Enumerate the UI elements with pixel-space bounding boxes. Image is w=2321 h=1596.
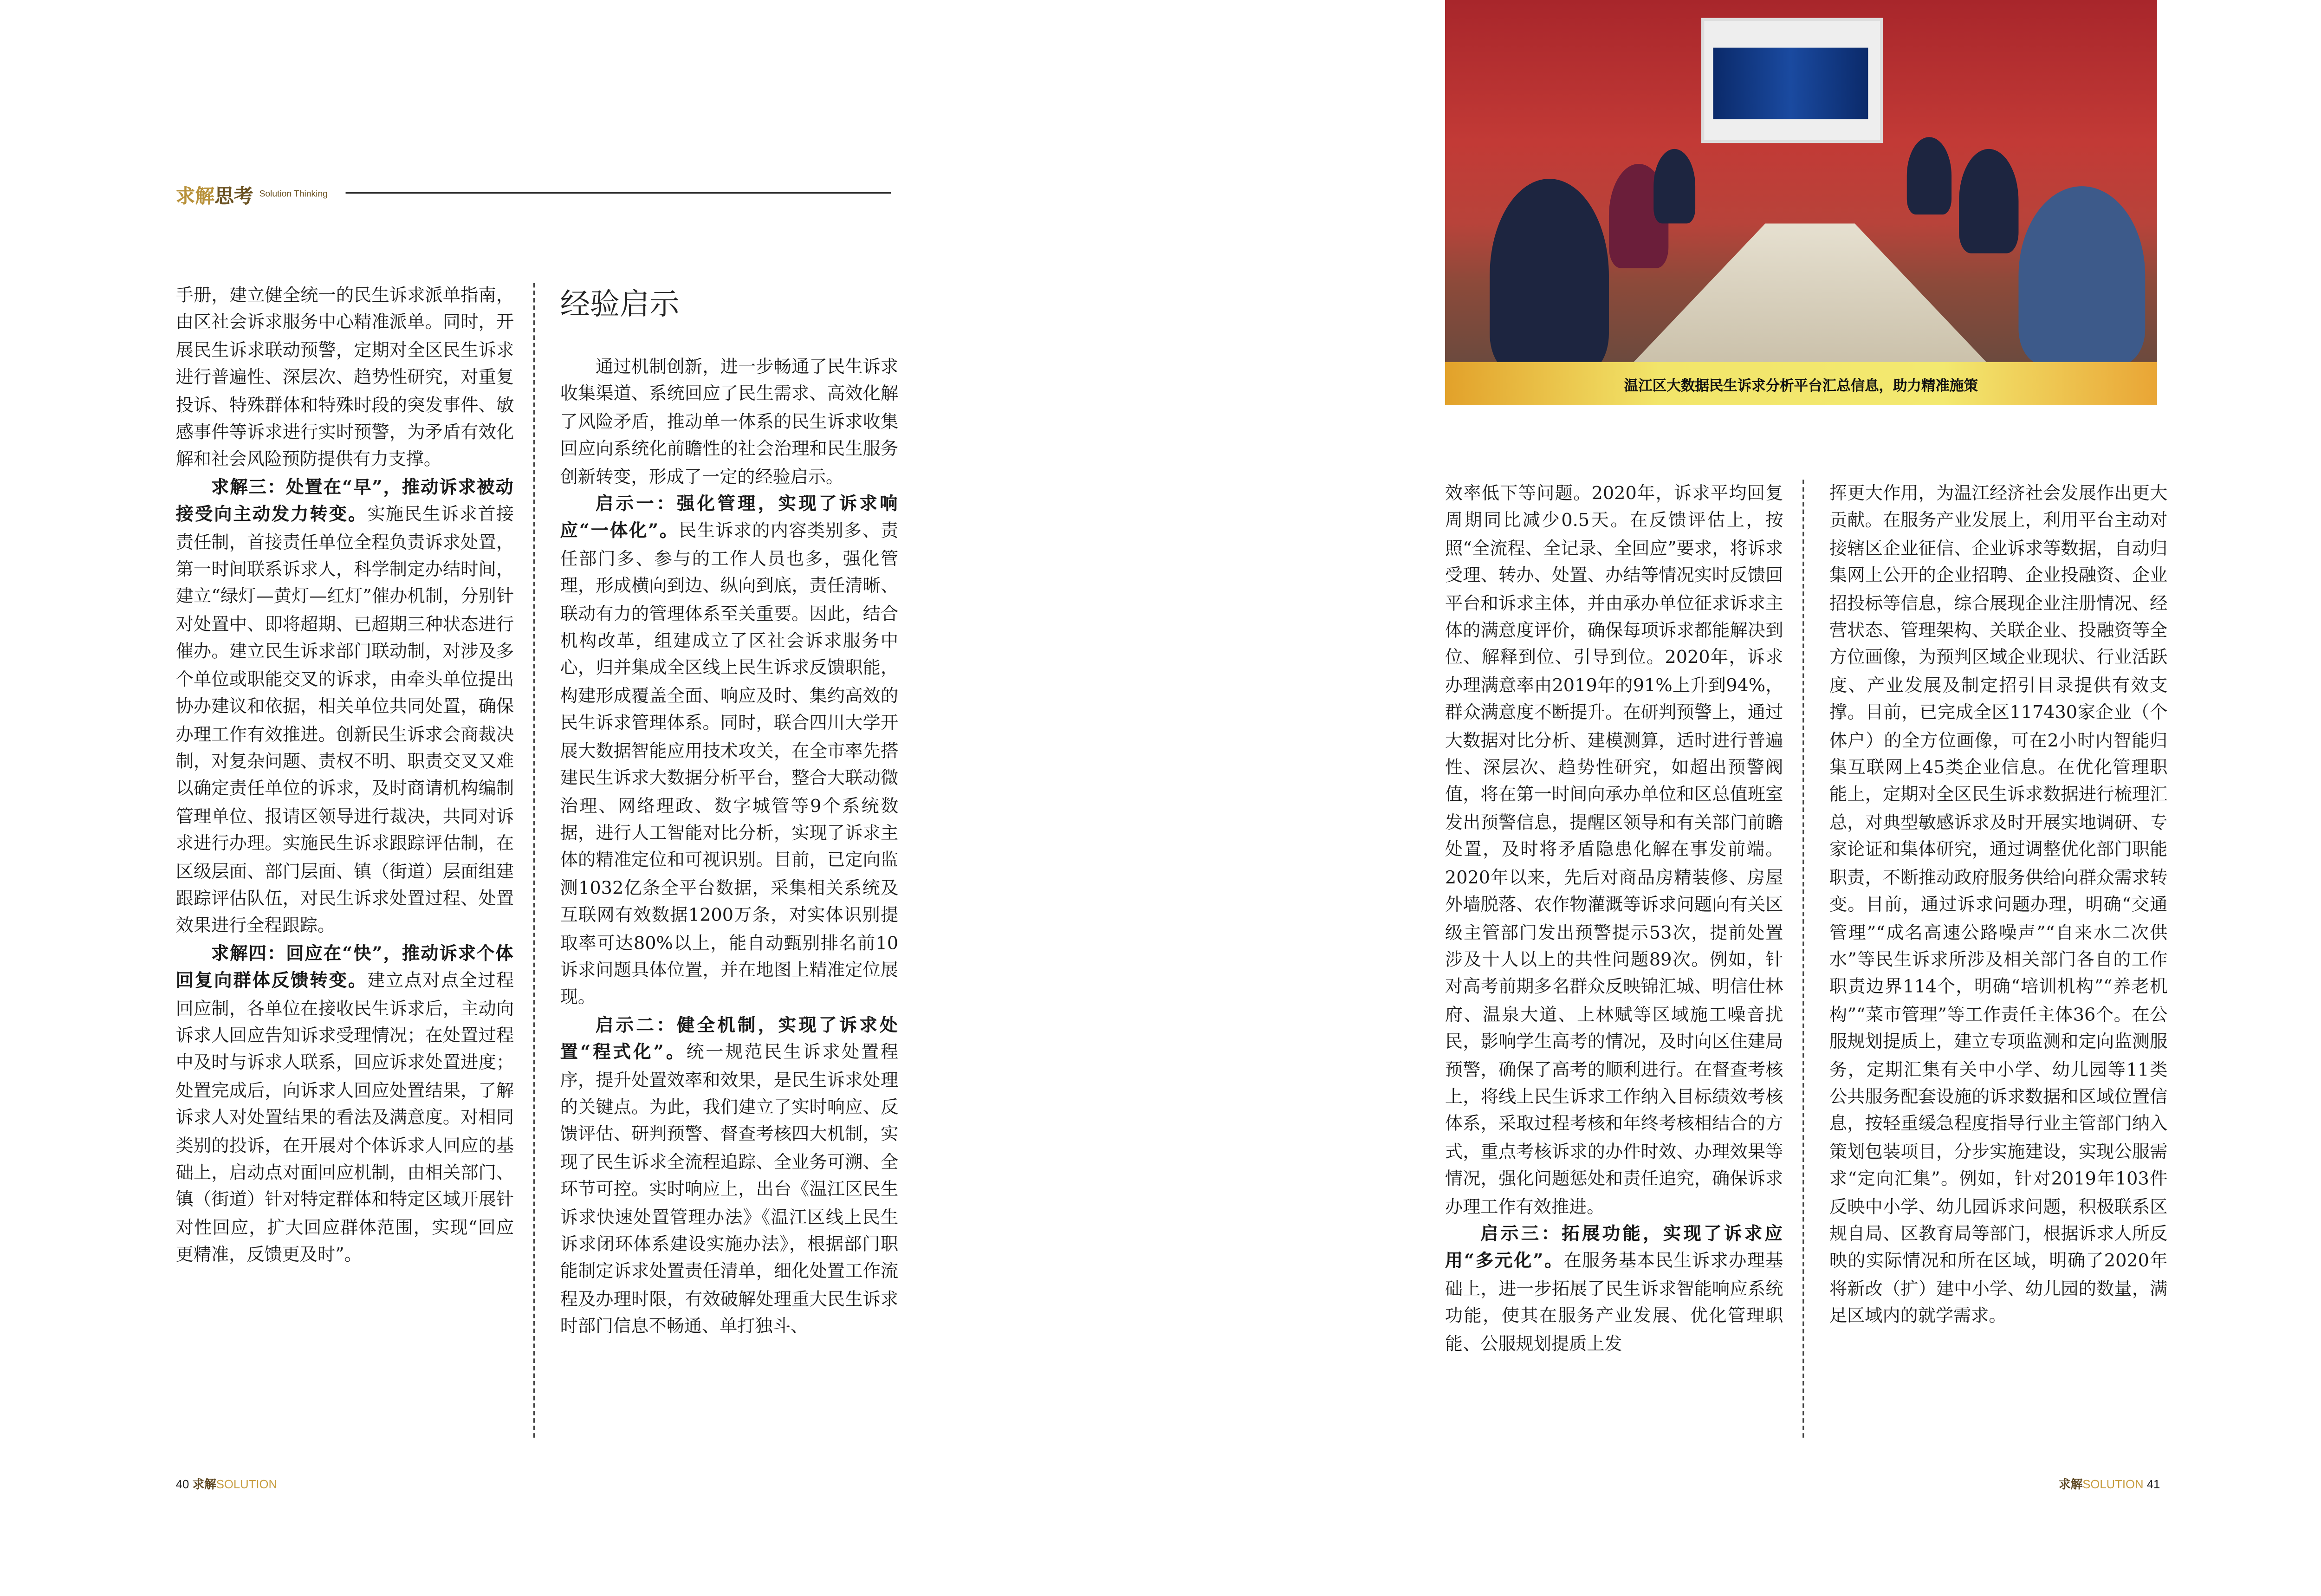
column-divider	[533, 283, 535, 1438]
subheading: 求解三：处置在“早”，推动诉求被动接受向主动发力转变。	[175, 476, 514, 525]
paragraph	[560, 490, 898, 1011]
section-title-part2: 思考	[214, 186, 253, 209]
page-number: 41	[2146, 1478, 2160, 1492]
magazine-name-en: SOLUTION	[2082, 1478, 2144, 1492]
subheading: 启示一：强化管理，实现了诉求响应“一体化”。	[560, 493, 899, 542]
paragraph-text: 在服务基本民生诉求办理基础上，进一步拓展了民生诉求智能响应系统功能，使其在服务产业发展、优化管理职能、公服规划提质上发	[1445, 1250, 1783, 1354]
column-4	[1829, 480, 2167, 1330]
paragraph-text: 建立点对点全过程回应制，各单位在接收民生诉求后，主动向诉求人回应告知诉求受理情况；在处置过程中及时与诉求人联系，回应诉求处置进度；处置完成后，向诉求人回应处置结果，了解诉求人对处置结果的看法及满意度。对相同类别的投诉，在开展对个体诉求人回应的基础上，启动点对面回应机制，由相关部门、镇（街道）针对特定群体和特定区域开展针对性回应，扩大回应群体范围，实现“回应更精准，反馈更及时”。	[175, 970, 514, 1265]
subheading: 求解四：回应在“快”，推动诉求个体回复向群体反馈转变。	[175, 942, 514, 991]
footer-left	[176, 1476, 277, 1492]
person	[1959, 149, 2018, 253]
paragraph: 通过机制创新，进一步畅通了民生诉求收集渠道、系统回应了民生需求、高效化解了风险矛盾，推动单一体系的民生诉求收集回应向系统化前瞻性的社会治理和民生服务创新转变，形成了一定的经验启示。	[560, 356, 899, 487]
paragraph-text: 统一规范民生诉求处置程序，提升处置效率和效果，是民生诉求处理的关键点。为此，我们建立了实时响应、反馈评估、研判预警、督查考核四大机制，实现了民生诉求全流程追踪、全业务可溯、全环节可控。实时响应上，出台《温江区民生诉求快速处置管理办法》《温江区线上民生诉求闭环体系建设实施办法》，根据部门职能制定诉求处置责任清单，细化处置工作流程及办理时限，有效破解处理重大民生诉求时部门信息不畅通、单打独斗、	[560, 1041, 899, 1337]
magazine-name-cn: 求解	[2058, 1478, 2083, 1492]
paragraph: 效率低下等问题。2020年，诉求平均回复周期同比减少0.5天。在反馈评估上，按照“全流程、全记录、全回应”要求，将诉求受理、转办、处置、办结等情况实时反馈回平台和诉求主体，并由承办单位征求诉求主体的满意度评价，确保每项诉求都能解决到位、解释到位、引导到位。2020年，诉求办理满意率由2019年的91%上升到94%，群众满意度不断提升。在研判预警上，通过大数据对比分析、建模测算，适时进行普遍性、深层次、趋势性研究，如超出预警阀值，将在第一时间向承办单位和区总值班室发出预警信息，提醒区领导和有关部门前瞻处置，及时将矛盾隐患化解在事发前端。2020年以来，先后对商品房精装修、房屋外墙脱落、农作物灌溉等诉求问题向有关区级主管部门发出预警提示53次，提前处置涉及十人以上的共性问题89次。例如，针对高考前期多名群众反映锦汇城、明信仕林府、温泉大道、上林赋等区域施工噪音扰民，影响学生高考的情况，及时向区住建局预警，确保了高考的顺利进行。在督查考核上，将线上民生诉求工作纳入目标绩效考核体系，采取过程考核和年终考核相结合的方式，重点考核诉求的办件时效、办理效果等情况，强化问题惩处和责任追究，确保诉求办理工作有效推进。	[1445, 482, 1783, 1217]
display-screen	[1701, 18, 1883, 143]
person	[1907, 137, 1951, 214]
paragraph: 挥更大作用，为温江经济社会发展作出更大贡献。在服务产业发展上，利用平台主动对接辖区企业征信、企业诉求等数据，自动归集网上公开的企业招聘、企业投融资、企业招投标等信息，综合展现企业注册情况、经营状态、管理架构、关联企业、投融资等全方位画像，为预判区域企业现状、行业活跃度、产业发展及制定招引目录提供有效支撑。目前，已完成全区117430家企业（个体户）的全方位画像，可在2小时内智能归集互联网上45类企业信息。在优化管理职能上，定期对全区民生诉求数据进行梳理汇总，对典型敏感诉求及时开展实地调研、专家论证和集体研究，通过调整优化部门职能职责，不断推动政府服务供给向群众需求转变。目前，通过诉求问题办理，明确“交通管理”“成名高速公路噪声”“自来水二次供水”等民生诉求所涉及相关部门各自的工作职责边界114个，明确“培训机构”“养老机构”“菜市管理”等工作责任主体36个。在公服规划提质上，建立专项监测和定向监测服务，定期汇集有关中小学、幼儿园等11类公共服务配套设施的诉求数据和区域位置信息，按轻重缓急程度指导行业主管部门纳入策划包装项目，分步实施建设，实现公服需求“定向汇集”。例如，针对2019年103件反映中小学、幼儿园诉求问题，积极联系区规自局、区教育局等部门，根据诉求人所反映的实际情况和所在区域，明确了2020年将新改（扩）建中小学、幼儿园的数量，满足区域内的就学需求。	[1829, 482, 2168, 1326]
section-title-part1: 求解	[175, 186, 215, 209]
column-1	[176, 282, 514, 1269]
photo-caption: 温江区大数据民生诉求分析平台汇总信息，助力精准施策	[1445, 362, 2157, 405]
magazine-name-en: SOLUTION	[216, 1478, 278, 1492]
paragraph	[176, 474, 514, 940]
page-number: 40	[175, 1478, 189, 1492]
paragraph	[176, 940, 514, 1269]
subheading: 启示三：拓展功能，实现了诉求应用“多元化”。	[1445, 1223, 1783, 1272]
section-heading: 经验启示	[560, 286, 680, 322]
subheading: 启示二：健全机制，实现了诉求处置“程式化”。	[560, 1014, 899, 1063]
paragraph-text: 民生诉求的内容类别多、责任部门多、参与的工作人员也多，强化管理，形成横向到边、纵向到底，责任清晰、联动有力的管理体系至关重要。因此，结合机构改革，组建成立了区社会诉求服务中心，归并集成全区线上民生诉求反馈职能，构建形成覆盖全面、响应及时、集约高效的民生诉求管理体系。同时，联合四川大学开展大数据智能应用技术攻关，在全市率先搭建民生诉求大数据分析平台，整合大联动微治理、网络理政、数字城管等9个系统数据，进行人工智能对比分析，实现了诉求主体的精准定位和可视识别。目前，已定向监测1032亿条全平台数据，采集相关系统及互联网有效数据1200万条，对实体识别提取率可达80%以上，能自动甄别排名前10诉求问题具体位置，并在地图上精准定位展现。	[560, 520, 899, 1008]
paragraph-text: 实施民生诉求首接责任制，首接责任单位全程负责诉求处置，第一时间联系诉求人，科学制定办结时间，建立“绿灯—黄灯—红灯”催办机制，分别针对处置中、即将超期、已超期三种状态进行催办。建立民生诉求部门联动制，对涉及多个单位或职能交叉的诉求，由牵头单位提出协办建议和依据，相关单位共同处置，确保办理工作有效推进。创新民生诉求会商裁决制，对复杂问题、责权不明、职责交叉又难以确定责任单位的诉求，及时商请机构编制管理单位、报请区领导进行裁决，共同对诉求进行办理。实施民生诉求跟踪评估制，在区级层面、部门层面、镇（街道）层面组建跟踪评估队伍，对民生诉求处置过程、处置效果进行全程跟踪。	[175, 504, 514, 936]
paragraph	[1445, 1220, 1783, 1357]
magazine-name-cn: 求解	[192, 1478, 216, 1492]
paragraph: 手册，建立健全统一的民生诉求派单指南，由区社会诉求服务中心精准派单。同时，开展民生诉求联动预警，定期对全区民生诉求进行普遍性、深层次、趋势性研究，对重复投诉、特殊群体和特殊时段的突发事件、敏感事件等诉求进行实时预警，为矛盾有效化解和社会风险预防提供有力支撑。	[175, 284, 514, 470]
footer-right	[2059, 1476, 2160, 1492]
meeting-photo	[1445, 0, 2157, 405]
person	[1490, 179, 1609, 372]
section-header	[176, 180, 328, 208]
paragraph	[560, 1011, 898, 1340]
column-divider	[1802, 480, 1804, 1438]
section-title-en: Solution Thinking	[259, 190, 328, 199]
person	[1653, 149, 1695, 223]
header-rule	[346, 192, 891, 194]
person	[2018, 186, 2145, 365]
column-2	[560, 353, 898, 1340]
conference-table	[1624, 223, 1996, 372]
column-3	[1445, 480, 1783, 1357]
